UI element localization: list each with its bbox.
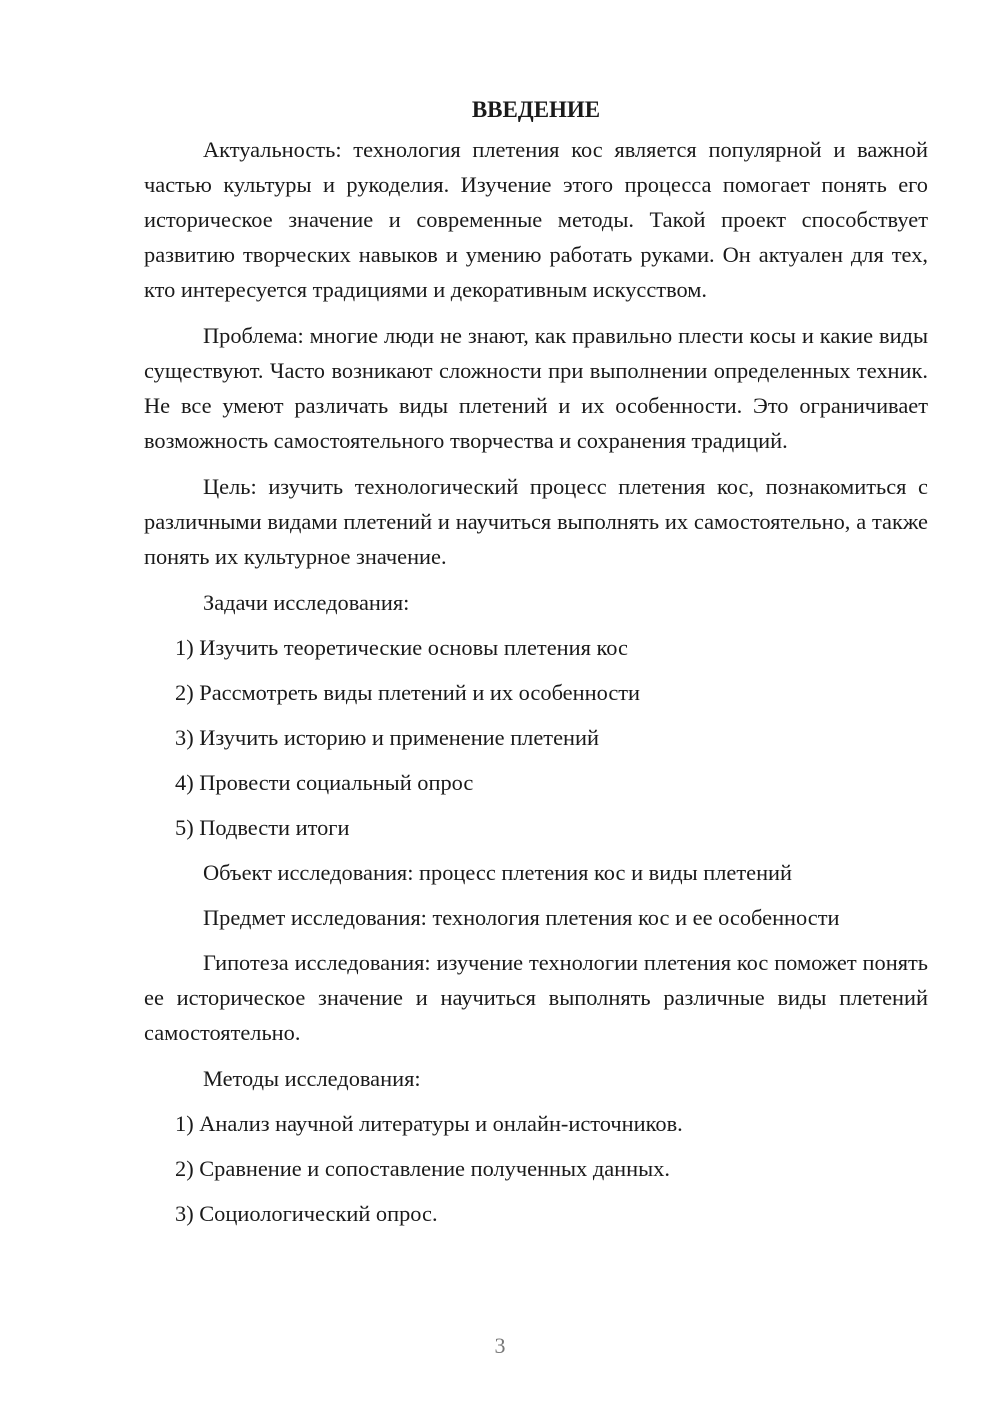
list-item: 1) Изучить теоретические основы плетения кос bbox=[175, 635, 628, 660]
problem-paragraph: Проблема: многие люди не знают, как правильно плести косы и какие виды существуют. Часто возникают сложности при выполнении определенных техник. Не все умеют различать виды плетений и их особенности. Это ограничивает возможность самостоятельного творчества и сохранения традиций. bbox=[144, 323, 928, 453]
list-item: 3) Социологический опрос. bbox=[175, 1201, 438, 1226]
methods-label: Методы исследования: bbox=[203, 1066, 421, 1091]
list-item: 2) Рассмотреть виды плетений и их особенности bbox=[175, 680, 641, 705]
section-heading: ВВЕДЕНИЕ bbox=[471, 97, 601, 122]
document-page bbox=[144, 92, 928, 1241]
relevance-paragraph: Актуальность: технология плетения кос является популярной и важной частью культуры и рукоделия. Изучение этого процесса помогает понять его историческое значение и современные методы. Такой проект способствует развитию творческих навыков и умению работать руками. Он актуален для тех, кто интересуется традициями и декоративным искусством. bbox=[144, 137, 928, 302]
list-item: 1) Анализ научной литературы и онлайн-источников. bbox=[175, 1111, 683, 1136]
page-number: 3 bbox=[494, 1333, 506, 1358]
hypothesis-paragraph: Гипотеза исследования: изучение технологии плетения кос поможет понять ее историческое значение и научиться выполнять различные виды плетений самостоятельно. bbox=[144, 950, 928, 1045]
list-item: 4) Провести социальный опрос bbox=[175, 770, 474, 795]
research-object: Объект исследования: процесс плетения кос и виды плетений bbox=[203, 860, 793, 885]
tasks-list bbox=[144, 630, 928, 845]
list-item: 2) Сравнение и сопоставление полученных данных. bbox=[175, 1156, 670, 1181]
list-item: 5) Подвести итоги bbox=[175, 815, 350, 840]
goal-paragraph: Цель: изучить технологический процесс плетения кос, познакомиться с различными видами плетений и научиться выполнять их самостоятельно, а также понять их культурное значение. bbox=[144, 474, 928, 569]
methods-list bbox=[144, 1106, 928, 1231]
list-item: 3) Изучить историю и применение плетений bbox=[175, 725, 599, 750]
tasks-label: Задачи исследования: bbox=[203, 590, 410, 615]
research-subject: Предмет исследования: технология плетения кос и ее особенности bbox=[203, 905, 840, 930]
